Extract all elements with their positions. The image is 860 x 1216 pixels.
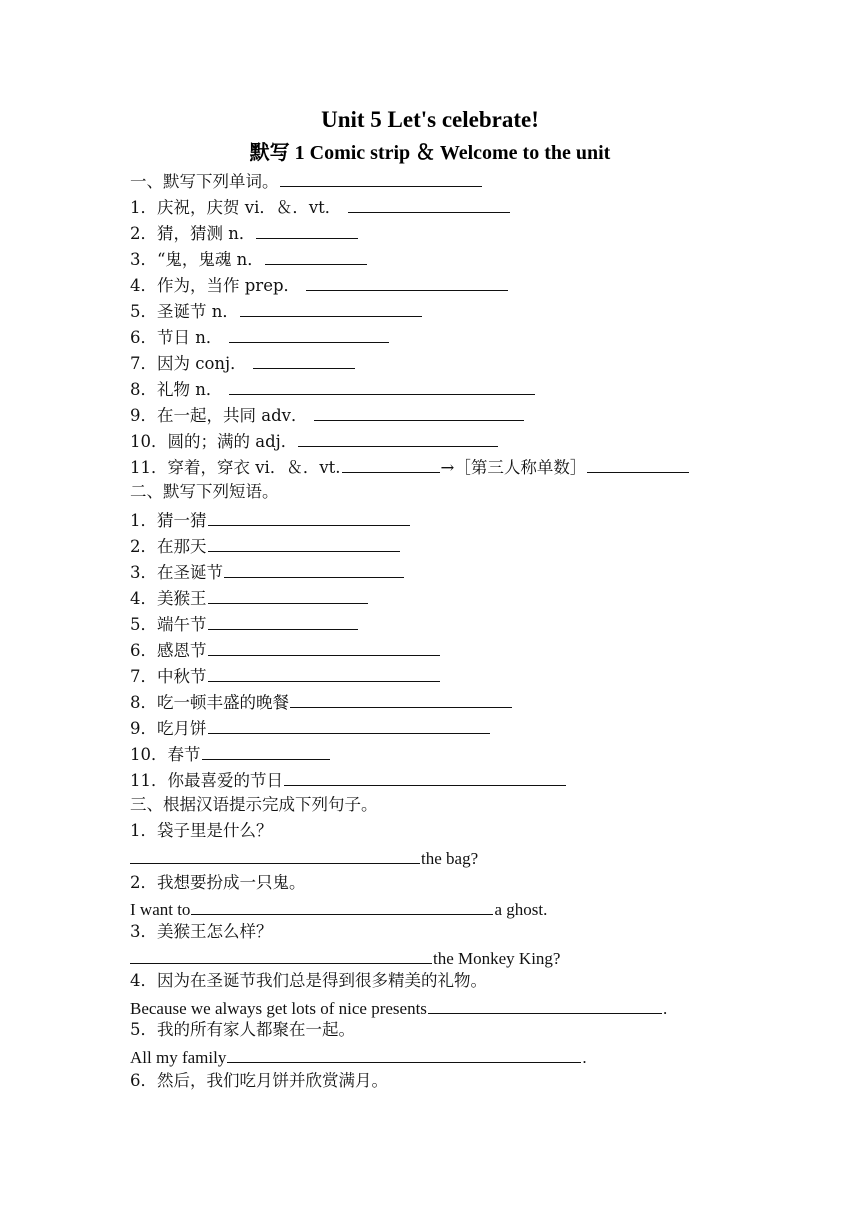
answer-blank[interactable] <box>208 534 400 552</box>
answer-blank[interactable] <box>587 455 689 473</box>
word-item: 11．穿着，穿衣 vi．＆．vt. →［第三人称单数］ <box>130 455 690 479</box>
word-item: 2．猜，猜测 n． <box>130 221 359 245</box>
page-title: Unit 5 Let's celebrate! <box>321 107 539 132</box>
sentence-answer: All my family . <box>130 1045 587 1069</box>
answer-blank[interactable] <box>208 612 358 630</box>
sentence-prompt: 4．因为在圣诞节我们总是得到很多精美的礼物。 <box>130 971 487 990</box>
answer-blank[interactable] <box>191 897 493 915</box>
phrase-item: 10．春节 <box>130 742 331 766</box>
word-item: 5．圣诞节 n． <box>130 299 423 323</box>
sentence-prompt: 6．然后，我们吃月饼并欣赏满月。 <box>130 1071 388 1090</box>
section-words-heading: 一、默写下列单词。 <box>130 169 483 193</box>
answer-blank[interactable] <box>208 638 440 656</box>
answer-blank[interactable] <box>280 169 482 187</box>
word-item: 6．节日 n． <box>130 325 390 349</box>
phrase-item: 5．端午节 <box>130 612 359 636</box>
word-item: 7．因为 conj． <box>130 351 356 375</box>
phrase-item: 8．吃一顿丰盛的晚餐 <box>130 690 513 714</box>
section-phrases-heading: 二、默写下列短语。 <box>130 482 279 501</box>
word-item: 3．“鬼，鬼魂 n． <box>130 247 368 271</box>
answer-blank[interactable] <box>202 742 330 760</box>
answer-blank[interactable] <box>208 716 490 734</box>
answer-blank[interactable] <box>314 403 524 421</box>
section-sentences-heading: 三、根据汉语提示完成下列句子。 <box>130 795 378 814</box>
phrase-item: 6．感恩节 <box>130 638 441 662</box>
answer-blank[interactable] <box>253 351 355 369</box>
word-item: 8．礼物 n． <box>130 377 536 401</box>
sentence-prompt: 5．我的所有家人都聚在一起。 <box>130 1020 355 1039</box>
phrase-item: 7．中秋节 <box>130 664 441 688</box>
answer-blank[interactable] <box>227 1045 581 1063</box>
answer-blank[interactable] <box>290 690 512 708</box>
answer-blank[interactable] <box>306 273 508 291</box>
answer-blank[interactable] <box>265 247 367 265</box>
sentence-prompt: 3．美猴王怎么样？ <box>130 922 273 941</box>
word-item: 9．在一起，共同 adv． <box>130 403 525 427</box>
phrase-item: 9．吃月饼 <box>130 716 491 740</box>
answer-blank[interactable] <box>130 846 420 864</box>
phrase-item: 11．你最喜爱的节日 <box>130 768 567 792</box>
word-item: 4．作为，当作 prep． <box>130 273 509 297</box>
page-subtitle: 默写 1 Comic strip ＆ Welcome to the unit <box>249 142 611 164</box>
sentence-prompt: 1．袋子里是什么？ <box>130 821 273 840</box>
sentence-answer: Because we always get lots of nice presents . <box>130 996 667 1020</box>
answer-blank[interactable] <box>240 299 422 317</box>
answer-blank[interactable] <box>208 508 410 526</box>
answer-blank[interactable] <box>208 664 440 682</box>
answer-blank[interactable] <box>229 377 535 395</box>
answer-blank[interactable] <box>130 946 432 964</box>
sentence-answer: the bag? <box>130 846 478 870</box>
answer-blank[interactable] <box>256 221 358 239</box>
answer-blank[interactable] <box>298 429 498 447</box>
answer-blank[interactable] <box>348 195 510 213</box>
answer-blank[interactable] <box>428 996 662 1014</box>
word-item: 10．圆的；满的 adj． <box>130 429 499 453</box>
phrase-item: 1．猜一猜 <box>130 508 411 532</box>
answer-blank[interactable] <box>224 560 404 578</box>
answer-blank[interactable] <box>208 586 368 604</box>
answer-blank[interactable] <box>342 455 440 473</box>
sentence-prompt: 2．我想要扮成一只鬼。 <box>130 873 306 892</box>
phrase-item: 4．美猴王 <box>130 586 369 610</box>
phrase-item: 3．在圣诞节 <box>130 560 405 584</box>
phrase-item: 2．在那天 <box>130 534 401 558</box>
sentence-answer: I want to a ghost. <box>130 897 547 921</box>
answer-blank[interactable] <box>284 768 566 786</box>
sentence-answer: the Monkey King? <box>130 946 560 970</box>
answer-blank[interactable] <box>229 325 389 343</box>
word-item: 1．庆祝，庆贺 vi．＆．vt． <box>130 195 511 219</box>
